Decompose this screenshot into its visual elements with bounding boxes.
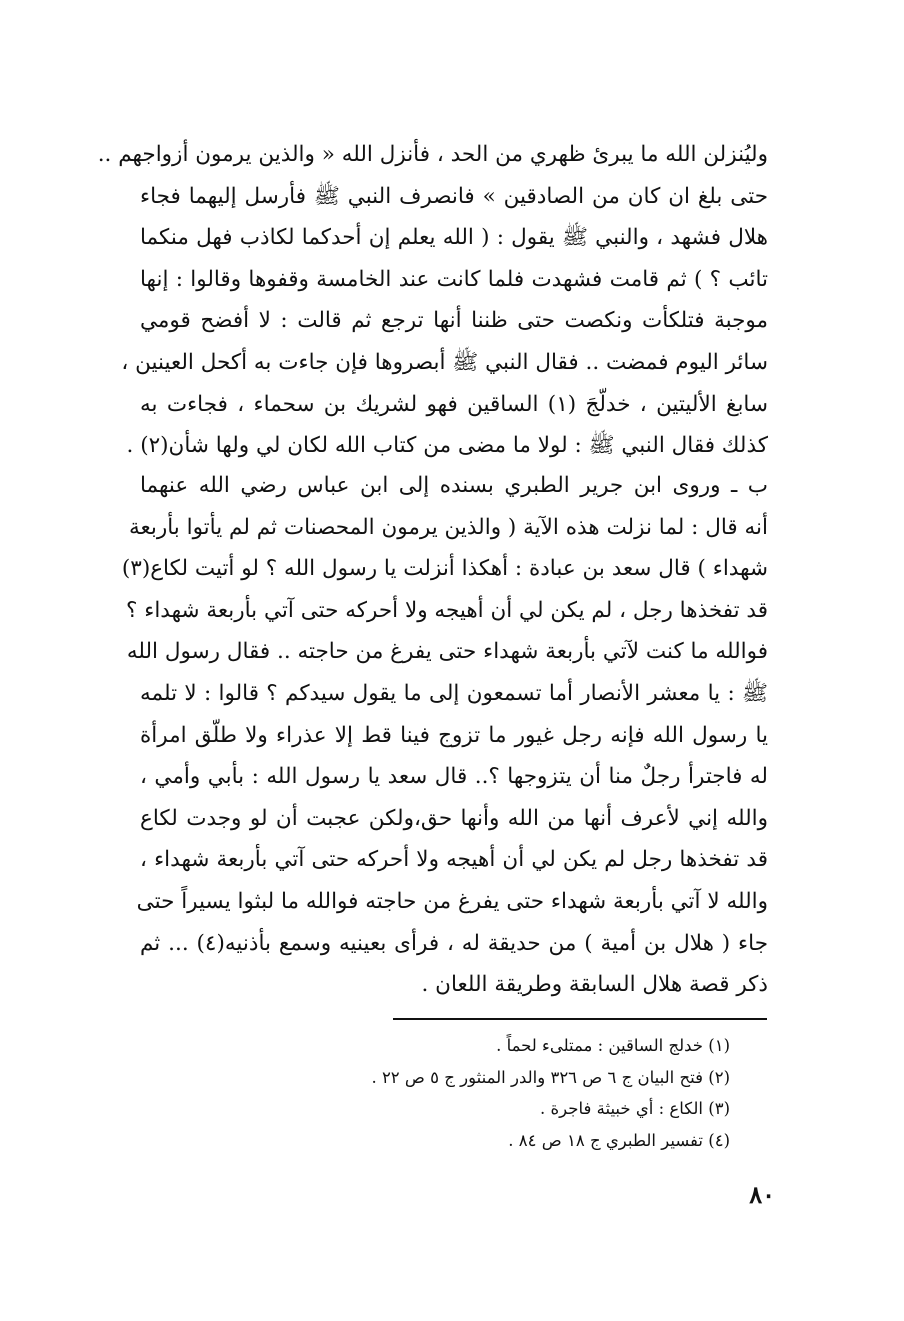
text-line: له فاجترأ رجلٌ منا أن يتزوجها ؟.. قال سعد يا رسول الله : بأبي وأمي ، bbox=[140, 764, 768, 790]
text-line: أنه قال : لما نزلت هذه الآية ( والذين يرمون المحصنات ثم لم يأتوا بأربعة bbox=[128, 514, 768, 540]
footnote-1: (١) خدلج الساقين : ممتلىء لحماً . bbox=[496, 1036, 730, 1055]
text-line: والله إني لأعرف أنها من الله وأنها حق،ولكن عجبت أن لو وجدت لكاع bbox=[140, 805, 768, 831]
text-line: موجبة فتلكأت ونكصت حتى ظننا أنها ترجع ثم قالت : لا أفضح قومي bbox=[140, 308, 768, 334]
footnote-4: (٤) تفسير الطبري ج ١٨ ص ٨٤ . bbox=[508, 1130, 730, 1150]
text-line: هلال فشهد ، والنبي ﷺ يقول : ( الله يعلم إن أحدكما لكاذب فهل منكما bbox=[140, 225, 768, 251]
text-line: قد تفخذها رجل لم يكن لي أن أهيجه ولا أحركه حتى آتي بأربعة شهداء ، bbox=[140, 847, 768, 873]
page-number: ٨٠ bbox=[749, 1180, 775, 1209]
text-line: ذكر قصة هلال السابقة وطريقة اللعان . bbox=[421, 972, 768, 998]
text-line: ﷺ : يا معشر الأنصار أما تسمعون إلى ما يقول سيدكم ؟ قالوا : لا تلمه bbox=[140, 680, 768, 706]
text-line: كذلك فقال النبي ﷺ : لولا ما مضى من كتاب الله لكان لي ولها شأن(٢) . bbox=[126, 433, 768, 459]
text-line: سابغ الأليتين ، خدلّجَ (١) الساقين فهو لشريك بن سحماء ، فجاءت به bbox=[140, 391, 769, 417]
text-line: فوالله ما كنت لآتي بأربعة شهداء حتى يفرغ من حاجته .. فقال رسول الله bbox=[126, 639, 768, 665]
text-line: حتى بلغ ان كان من الصادقين » فانصرف النبي ﷺ فأرسل إليهما فجاء bbox=[140, 183, 768, 209]
text-line: وليُنزلن الله ما يبرئ ظهري من الحد ، فأنزل الله « والذين يرمون أزواجهم .. bbox=[97, 142, 768, 167]
footnote-2: (٢) فتح البيان ج ٦ ص ٣٢٦ والدر المنثور ج ٥ ص ٢٢ . bbox=[371, 1067, 730, 1087]
text-line: تائب ؟ ) ثم قامت فشهدت فلما كانت عند الخامسة وقفوها وقالوا : إنها bbox=[140, 266, 768, 292]
text-line: جاء ( هلال بن أمية ) من حديقة له ، فرأى بعينيه وسمع بأذنيه(٤) ... ثم bbox=[140, 930, 768, 956]
footnote-3: (٣) الكاع : أي خبيثة فاجرة . bbox=[540, 1099, 730, 1118]
text-line: شهداء ) قال سعد بن عبادة : أهكذا أنزلت يا رسول الله ؟ لو أتيت لكاع(٣) bbox=[121, 556, 768, 582]
text-line: ب ـ وروى ابن جرير الطبري بسنده إلى ابن عباس رضي الله عنهما bbox=[140, 473, 768, 498]
text-line: قد تفخذها رجل ، لم يكن لي أن أهيجه ولا أحركه حتى آتي بأربعة شهداء ؟ bbox=[125, 597, 768, 623]
paragraph-1 bbox=[97, 134, 769, 467]
paragraph-2 bbox=[121, 465, 768, 1006]
text-line: سائر اليوم فمضت .. فقال النبي ﷺ أبصروها فإن جاءت به أكحل العينين ، bbox=[121, 349, 768, 375]
footnote-divider bbox=[393, 1018, 767, 1020]
text-line: يا رسول الله فإنه رجل غيور ما تزوج فينا قط إلا عذراء ولا طلّق امرأة bbox=[140, 722, 768, 748]
text-line: والله لا آتي بأربعة شهداء حتى يفرغ من حاجته فوالله ما لبثوا يسيراً حتى bbox=[136, 888, 768, 914]
footnotes bbox=[250, 1030, 730, 1156]
